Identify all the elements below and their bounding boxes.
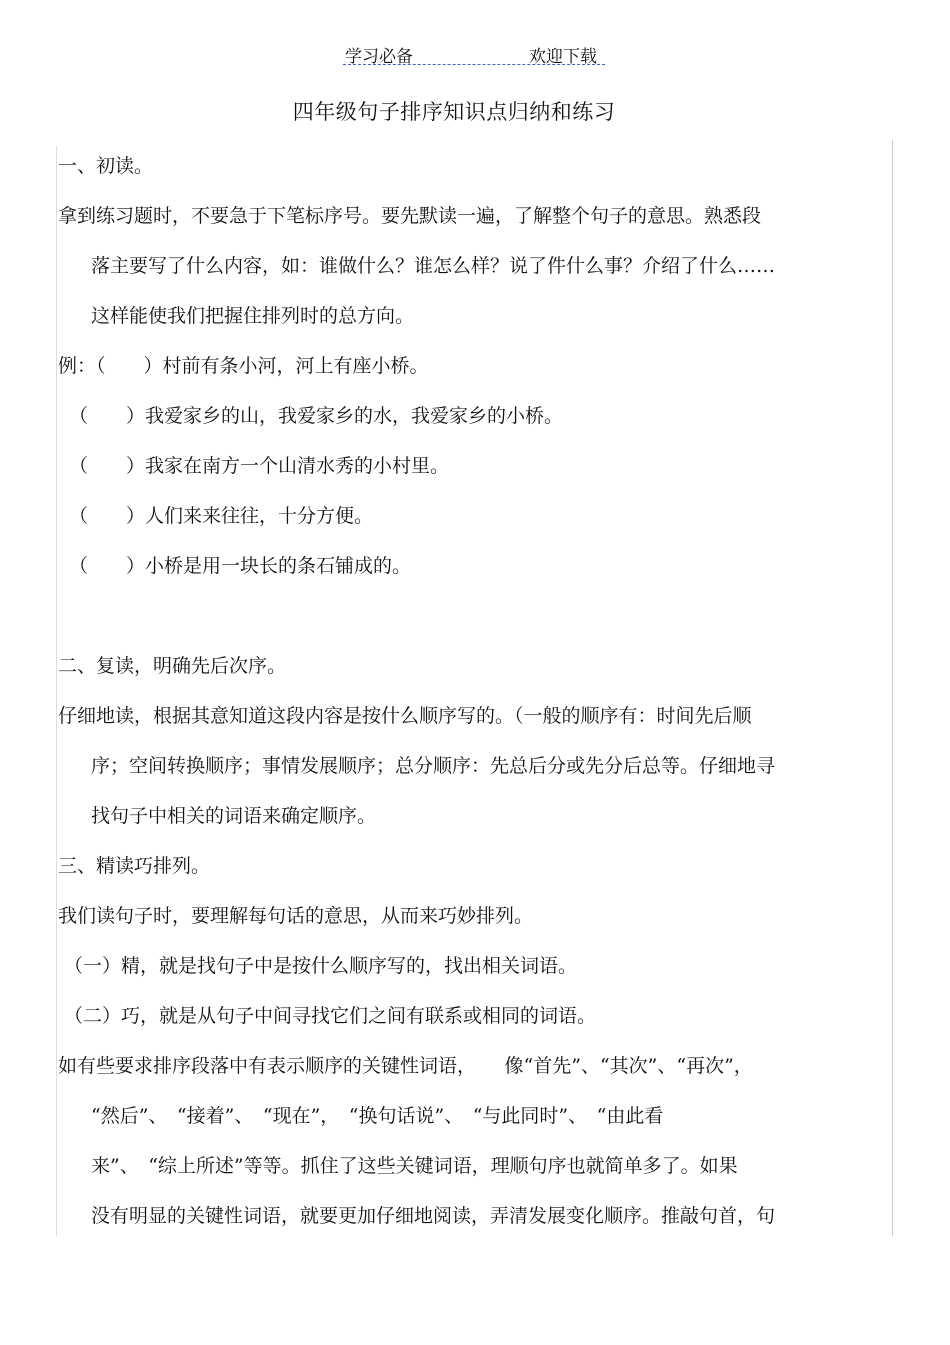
example-line: （ ）我爱家乡的山，我爱家乡的水，我爱家乡的小桥。 [69,405,564,427]
paragraph-line: 拿到练习题时，不要急于下笔标序号。要先默读一遍，了解整个句子的意思。熟悉段 [58,205,762,227]
list-item: （一）精，就是找句子中是按什么顺序写的，找出相关词语。 [64,955,578,977]
page-border-right [892,140,893,1236]
section-heading-first-reading: 一、初读。 [58,155,154,177]
paragraph-line: 如有些要求排序段落中有表示顺序的关键性词语， 像“首先”、“其次”、“再次”， [58,1055,753,1077]
paragraph-line: 找句子中相关的词语来确定顺序。 [91,805,377,827]
example-line: （ ）人们来来往往，十分方便。 [69,505,374,527]
paragraph-line: 序；空间转换顺序；事情发展顺序；总分顺序：先总后分或先分后总等。仔细地寻 [91,755,776,777]
example-line: （ ）小桥是用一块长的条石铺成的。 [69,555,412,577]
document-title: 四年级句子排序知识点归纳和练习 [292,100,616,124]
section-heading-close-reading: 三、精读巧排列。 [58,855,211,877]
paragraph-line: 落主要写了什么内容，如：谁做什么？谁怎么样？说了件什么事？介绍了什么…… [91,255,776,277]
page-header [343,40,605,65]
paragraph-line: 这样能使我们把握住排列时的总方向。 [91,305,415,327]
paragraph-line: 没有明显的关键性词语，就要更加仔细地阅读，弄清发展变化顺序。推敲句首，句 [91,1205,776,1227]
example-line: （ ）我家在南方一个山清水秀的小村里。 [69,455,450,477]
paragraph-line: 来”、 “综上所述”等等。抓住了这些关键词语，理顺句序也就简单多了。如果 [91,1155,738,1177]
page-border-left [56,146,57,1236]
section-heading-second-reading: 二、复读，明确先后次序。 [58,655,287,677]
list-item: （二）巧，就是从句子中间寻找它们之间有联系或相同的词语。 [64,1005,597,1027]
paragraph-line: 仔细地读，根据其意知道这段内容是按什么顺序写的。（一般的顺序有：时间先后顺 [58,705,752,727]
paragraph-line: “然后”、 “接着”、 “现在”， “换句话说”、 “与此同时”、 “由此看 [91,1105,664,1127]
header-right-text: 欢迎下载 [529,47,597,67]
example-line: 例：（ ）村前有条小河，河上有座小桥。 [58,355,429,377]
header-left-text: 学习必备 [345,47,413,67]
paragraph-line: 我们读句子时，要理解每句话的意思，从而来巧妙排列。 [58,905,534,927]
